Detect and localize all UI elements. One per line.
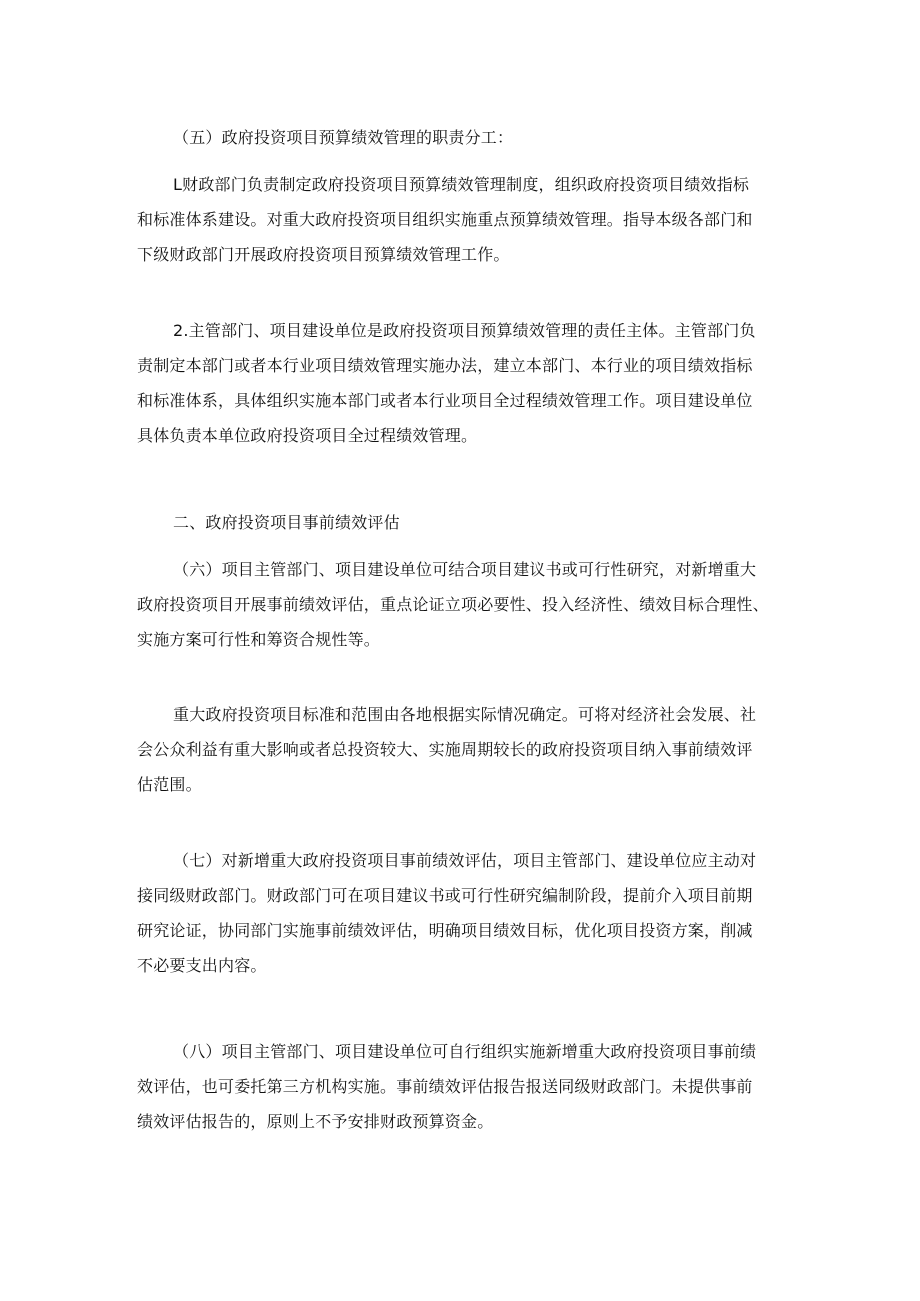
paragraph-line: 政府投资项目开展事前绩效评估，重点论证立项必要性、投入经济性、绩效目标合理性、 [137,595,769,614]
paragraph-line: （七）对新增重大政府投资项目事前绩效评估，项目主管部门、建设单位应主动对 [173,851,757,870]
paragraph-line: 二、政府投资项目事前绩效评估 [173,513,400,532]
paragraph-line: 接同级财政部门。财政部门可在项目建议书或可行性研究编制阶段，提前介入项目前期 [137,886,753,905]
paragraph-item-six [137,552,797,657]
paragraph-line: 会公众利益有重大影响或者总投资较大、实施周期较长的政府投资项目纳入事前绩效评 [137,740,753,759]
paragraph-item-seven [137,843,797,983]
paragraph-line: 估范围。 [137,775,202,794]
paragraph-line: 重大政府投资项目标准和范围由各地根据实际情况确定。可将对经济社会发展、社 [173,705,757,724]
paragraph-line: 实施方案可行性和筹资合规性等。 [137,630,381,649]
paragraph-line: L财政部门负责制定政府投资项目预算绩效管理制度，组织政府投资项目绩效指标 [173,175,750,194]
paragraph-line: （六）项目主管部门、项目建设单位可结合项目建议书或可行性研究，对新增重大 [173,560,757,579]
paragraph-line: （八）项目主管部门、项目建设单位可自行组织实施新增重大政府投资项目事前绩 [173,1042,757,1061]
paragraph-line: 和标准体系建设。对重大政府投资项目组织实施重点预算绩效管理。指导本级各部门和 [137,210,753,229]
paragraph-project-scope [137,697,797,802]
paragraph-line: 研究论证，协同部门实施事前绩效评估，明确项目绩效目标，优化项目投资方案，削减 [137,921,753,940]
paragraph-line: 2.主管部门、项目建设单位是政府投资项目预算绩效管理的责任主体。主管部门负 [173,321,756,340]
paragraph-item-eight [137,1034,797,1139]
paragraph-line: 效评估，也可委托第三方机构实施。事前绩效评估报告报送同级财政部门。未提供事前 [137,1077,753,1096]
paragraph-line: （五）政府投资项目预算绩效管理的职责分工： [173,128,514,147]
paragraph-line: 下级财政部门开展政府投资项目预算绩效管理工作。 [137,245,510,264]
paragraph-competent-dept-duty [137,313,797,453]
paragraph-line: 具体负责本单位政府投资项目全过程绩效管理。 [137,426,478,445]
paragraph-line: 和标准体系，具体组织实施本部门或者本行业项目全过程绩效管理工作。项目建设单位 [137,391,753,410]
section-heading-pre-assessment [137,505,797,540]
paragraph-duty-division-heading [137,120,797,155]
paragraph-line: 绩效评估报告的，原则上不予安排财政预算资金。 [137,1112,494,1131]
paragraph-line: 责制定本部门或者本行业项目绩效管理实施办法，建立本部门、本行业的项目绩效指标 [137,356,753,375]
paragraph-line: 不必要支出内容。 [137,956,267,975]
paragraph-finance-dept-duty [137,167,797,272]
